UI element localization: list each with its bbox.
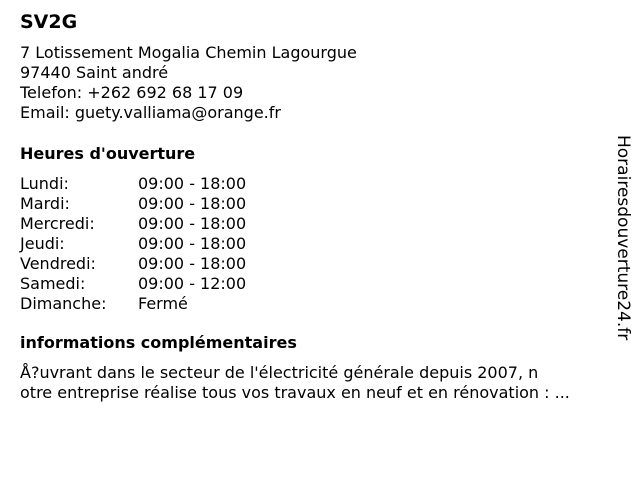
hours-row-thursday	[20, 234, 246, 254]
hours-row-tuesday	[20, 194, 246, 214]
day-label: Dimanche:	[20, 294, 107, 313]
time-value: 09:00 - 12:00	[138, 274, 247, 293]
time-value: Fermé	[138, 294, 188, 313]
day-label: Samedi:	[20, 274, 86, 293]
opening-hours-heading: Heures d'ouverture	[20, 144, 196, 163]
address-line-2: 97440 Saint andré	[20, 63, 169, 82]
day-label: Vendredi:	[20, 254, 96, 273]
time-value: 09:00 - 18:00	[138, 174, 247, 193]
business-card	[20, 10, 620, 403]
opening-hours-table	[20, 174, 246, 314]
day-label: Mardi:	[20, 194, 70, 213]
day-label: Mercredi:	[20, 214, 95, 233]
brand-watermark-vertical: Horairesdouverture24.fr	[613, 135, 633, 341]
hours-row-saturday	[20, 274, 246, 294]
phone-line: Telefon: +262 692 68 17 09	[20, 83, 244, 102]
hours-row-friday	[20, 254, 246, 274]
additional-info-heading: informations complémentaires	[20, 333, 297, 352]
hours-row-monday	[20, 174, 246, 194]
day-label: Lundi:	[20, 174, 69, 193]
hours-row-wednesday	[20, 214, 246, 234]
address-line-1: 7 Lotissement Mogalia Chemin Lagourgue	[20, 43, 357, 62]
time-value: 09:00 - 18:00	[138, 194, 247, 213]
hours-row-sunday	[20, 294, 246, 314]
additional-info-text: Å?uvrant dans le secteur de l'électricité générale depuis 2007, n otre entreprise réalise tous vos travaux en neuf et en rénovation : ...	[20, 363, 570, 402]
time-value: 09:00 - 18:00	[138, 234, 247, 253]
time-value: 09:00 - 18:00	[138, 214, 247, 233]
email-line: Email: guety.valliama@orange.fr	[20, 103, 281, 122]
day-label: Jeudi:	[20, 234, 65, 253]
company-name: SV2G	[20, 11, 78, 33]
time-value: 09:00 - 18:00	[138, 254, 247, 273]
